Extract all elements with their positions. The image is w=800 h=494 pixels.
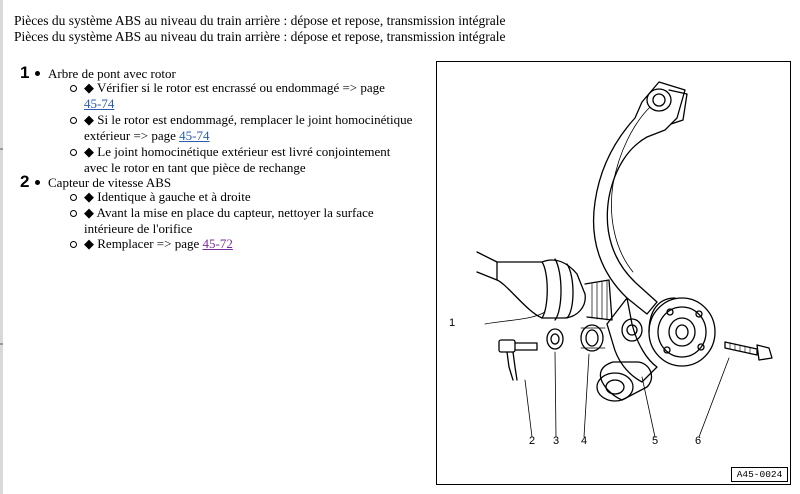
callout-label: 3: [553, 435, 560, 447]
sub-item-text: ◆ Si le rotor est endommagé, remplacer le joint homocinétique extérieur => page: [84, 112, 413, 143]
page-link[interactable]: 45-74: [84, 96, 115, 111]
callout-label: 6: [695, 435, 702, 447]
callout-label: 1: [449, 317, 456, 329]
page-title-repeat: Pièces du système ABS au niveau du train arrière : dépose et repose, transmission intégrale: [14, 29, 506, 44]
sub-item-text: ◆ Remplacer => page: [84, 236, 203, 251]
figure-reference-label: A45-0024: [731, 467, 788, 482]
left-margin-tick: [0, 148, 3, 150]
bullet-icon: [35, 71, 40, 76]
page-title: Pièces du système ABS au niveau du train arrière : dépose et repose, transmission intégrale: [14, 13, 506, 28]
callout-label: 2: [529, 435, 536, 447]
callout-label: 4: [581, 435, 588, 447]
item-number: 1: [20, 63, 30, 82]
page-link[interactable]: 45-74: [179, 128, 210, 143]
sub-item-text: ◆ Identique à gauche et à droite: [84, 189, 251, 204]
item-number: 2: [20, 172, 30, 191]
left-margin-tick: [0, 343, 3, 345]
circle-bullet-icon: [70, 210, 77, 217]
sub-item-text: ◆ Le joint homocinétique extérieur est livré conjointement avec le rotor en tant que pièce de rechange: [84, 144, 391, 175]
exploded-diagram-illustration: [437, 62, 792, 486]
circle-bullet-icon: [70, 85, 77, 92]
bullet-icon: [35, 180, 40, 185]
left-margin-rule: [0, 0, 3, 494]
circle-bullet-icon: [70, 149, 77, 156]
item-title: Capteur de vitesse ABS: [48, 175, 172, 190]
item-title: Arbre de pont avec rotor: [48, 66, 176, 81]
exploded-diagram-figure: [436, 61, 791, 485]
sub-item-text: ◆ Avant la mise en place du capteur, nettoyer la surface intérieure de l'orifice: [84, 205, 374, 236]
sub-item-text: ◆ Vérifier si le rotor est encrassé ou endommagé => page: [84, 80, 385, 95]
circle-bullet-icon: [70, 117, 77, 124]
page-link[interactable]: 45-72: [202, 236, 233, 251]
circle-bullet-icon: [70, 241, 77, 248]
callout-label: 5: [652, 435, 659, 447]
circle-bullet-icon: [70, 194, 77, 201]
